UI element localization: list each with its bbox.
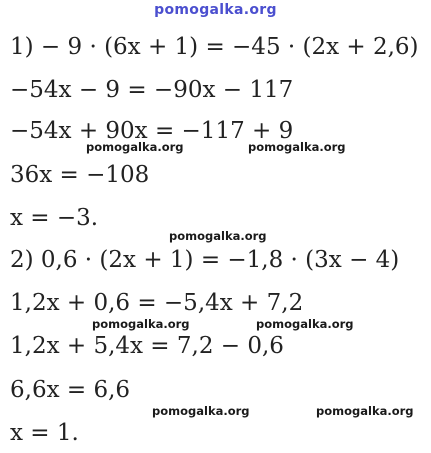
watermark-4: pomogalka.org bbox=[92, 317, 190, 331]
equation-line-10: x = 1. bbox=[10, 420, 79, 446]
watermark-6: pomogalka.org bbox=[152, 404, 250, 418]
watermark-7: pomogalka.org bbox=[316, 404, 414, 418]
equation-line-7: 1,2x + 0,6 = −5,4x + 7,2 bbox=[10, 290, 304, 316]
equation-line-5: x = −3. bbox=[10, 205, 99, 231]
equation-line-8: 1,2x + 5,4x = 7,2 − 0,6 bbox=[10, 333, 284, 359]
equation-line-9: 6,6x = 6,6 bbox=[10, 377, 131, 403]
watermark-2: pomogalka.org bbox=[248, 140, 346, 154]
header-watermark: pomogalka.org bbox=[154, 2, 277, 18]
watermark-5: pomogalka.org bbox=[256, 317, 354, 331]
equation-line-1: 1) − 9 · (6x + 1) = −45 · (2x + 2,6) bbox=[10, 34, 419, 60]
equation-line-2: −54x − 9 = −90x − 117 bbox=[10, 77, 294, 103]
watermark-3: pomogalka.org bbox=[169, 229, 267, 243]
equation-line-4: 36x = −108 bbox=[10, 162, 150, 188]
equation-line-6: 2) 0,6 · (2x + 1) = −1,8 · (3x − 4) bbox=[10, 247, 400, 273]
equation-line-3: −54x + 90x = −117 + 9 bbox=[10, 118, 294, 144]
watermark-1: pomogalka.org bbox=[86, 140, 184, 154]
